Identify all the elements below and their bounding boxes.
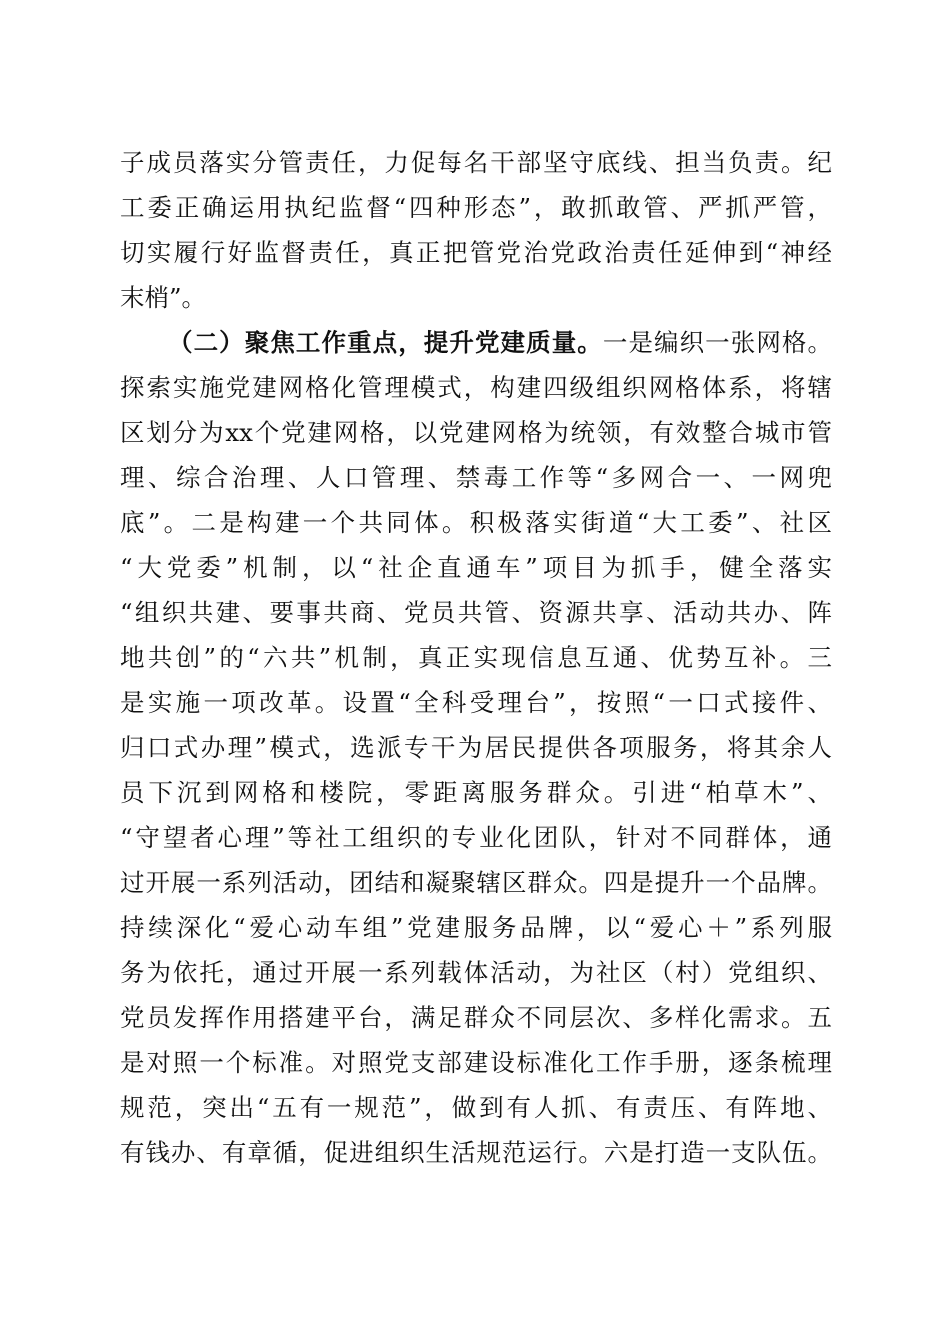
body-text-line-24: 有钱办、有章循，促进组织生活规范运行。六是打造一支队伍。 (120, 1138, 832, 1167)
section-heading: （二）聚焦工作重点，提升党建质量。 (168, 328, 603, 357)
body-text-line-18: 过开展一系列活动，团结和凝聚辖区群众。四是提升一个品牌。 (120, 868, 832, 897)
body-text-line-7: 探索实施党建网格化管理模式，构建四级组织网格体系，将辖 (120, 373, 832, 402)
body-text-line-13: 地共创”的“六共”机制，真正实现信息互通、优势互补。三 (120, 643, 832, 672)
body-text-line-10: 底”。二是构建一个共同体。积极落实街道“大工委”、社区 (120, 508, 832, 537)
body-text-line-19: 持续深化“爱心动车组”党建服务品牌，以“爱心＋”系列服 (120, 913, 832, 942)
body-text-line-23: 规范，突出“五有一规范”，做到有人抓、有责压、有阵地、 (120, 1093, 832, 1122)
body-text-line-11: “大党委”机制，以“社企直通车”项目为抓手，健全落实 (120, 553, 832, 582)
body-text-line-3: 切实履行好监督责任，真正把管党治党政治责任延伸到“神经 (120, 238, 832, 267)
body-text-line-2: 工委正确运用执纪监督“四种形态”，敢抓敢管、严抓严管， (120, 193, 832, 222)
body-text-line-1: 子成员落实分管责任，力促每名干部坚守底线、担当负责。纪 (120, 148, 832, 177)
body-text-line-15: 归口式办理”模式，选派专干为居民提供各项服务，将其余人 (120, 733, 832, 762)
section-heading-line (168, 323, 832, 363)
body-text-line-8: 区划分为xx个党建网格，以党建网格为统领，有效整合城市管 (120, 418, 832, 447)
body-text-line-9: 理、综合治理、人口管理、禁毒工作等“多网合一、一网兜 (120, 463, 832, 492)
body-text-line-22: 是对照一个标准。对照党支部建设标准化工作手册，逐条梳理 (120, 1048, 832, 1077)
body-text-line-17: “守望者心理”等社工组织的专业化团队，针对不同群体，通 (120, 823, 832, 852)
section-heading-continuation: 一是编织一张网格。 (602, 328, 832, 357)
body-text-line-12: “组织共建、要事共商、党员共管、资源共享、活动共办、阵 (120, 598, 832, 627)
body-text-line-4: 末梢”。 (120, 283, 207, 312)
body-text-line-20: 务为依托，通过开展一系列载体活动，为社区（村）党组织、 (120, 958, 832, 987)
body-text-line-14: 是实施一项改革。设置“全科受理台”，按照“一口式接件、 (120, 688, 832, 717)
body-text-line-16: 员下沉到网格和楼院，零距离服务群众。引进“柏草木”、 (120, 778, 832, 807)
body-text-line-21: 党员发挥作用搭建平台，满足群众不同层次、多样化需求。五 (120, 1003, 832, 1032)
